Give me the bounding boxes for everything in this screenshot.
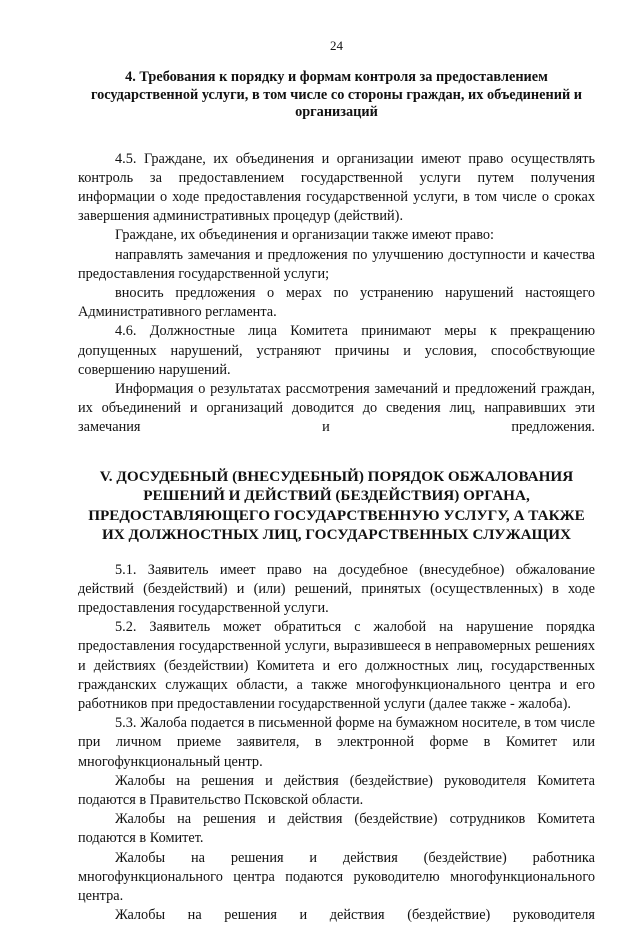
paragraph: Жалобы на решения и действия (бездействие) руководителя Комитета подаются в Правительство Псковской области.	[78, 772, 595, 808]
paragraph: Жалобы на решения и действия (бездействие) работника многофункционального центра подаются руководителю многофункционального центра.	[78, 849, 595, 904]
paragraph: Информация о результатах рассмотрения замечаний и предложений граждан, их объединений и организаций доводится до сведения лиц, направивших эти замечания и предложения.	[78, 380, 595, 436]
section-4-body	[78, 150, 595, 438]
section-5-body	[78, 561, 595, 925]
section-4	[78, 69, 595, 438]
paragraph: 5.3. Жалоба подается в письменной форме на бумажном носителе, в том числе при личном приеме заявителя, в электронной форме в Комитет или многофункциональный центр.	[78, 715, 595, 770]
paragraph: 4.6. Должностные лица Комитета принимают меры к прекращению допущенных нарушений, устраняют причины и условия, способствующие совершению нарушений.	[78, 323, 595, 378]
paragraph: Жалобы на решения и действия (бездействие) сотрудников Комитета подаются в Комитет.	[78, 811, 595, 847]
paragraph: вносить предложения о мерах по устранению нарушений настоящего Административного регламента.	[78, 284, 595, 321]
paragraph: 4.5. Граждане, их объединения и организации имеют право осуществлять контроль за предоставлением государственной услуги путем получения информации о ходе предоставления государственной услуги, в том числе о сроках завершения административных процедур (действий).	[78, 150, 595, 225]
document-page	[78, 38, 595, 925]
section-4-heading: 4. Требования к порядку и формам контроля за предоставлением государственной услуги, в том числе со стороны граждан, их объединений и организаций	[90, 69, 583, 120]
paragraph: направлять замечания и предложения по улучшению доступности и качества предоставления государственной услуги;	[78, 246, 595, 282]
page-number: 24	[330, 38, 343, 53]
paragraph: Граждане, их объединения и организации также имеют право:	[115, 227, 495, 244]
section-5-heading: V. ДОСУДЕБНЫЙ (ВНЕСУДЕБНЫЙ) ПОРЯДОК ОБЖАЛОВАНИЯ РЕШЕНИЙ И ДЕЙСТВИЙ (БЕЗДЕЙСТВИЯ) ОРГАНА, ПРЕДОСТАВЛЯЮЩЕГО ГОСУДАРСТВЕННУЮ УСЛУГУ, А ТАКЖЕ ИХ ДОЛЖНОСТНЫХ ЛИЦ, ГОСУДАРСТВЕННЫХ СЛУЖАЩИХ	[88, 467, 585, 544]
section-5	[78, 467, 595, 925]
paragraph: 5.2. Заявитель может обратиться с жалобой на нарушение порядка предоставления государственной услуги, выразившееся в неправомерных решениях и действиях (бездействии) Комитета и его должностных лиц, государственных гражданских служащих области, а также многофункционального центра и его работников при предоставлении государственной услуги (далее также - жалоба).	[78, 619, 595, 712]
paragraph: 5.1. Заявитель имеет право на досудебное (внесудебное) обжалование действий (бездействий) и (или) решений, принятых (осуществленных) в ходе предоставления государственной услуги.	[78, 561, 595, 616]
paragraph: Жалобы на решения и действия (бездействие) руководителя	[115, 907, 595, 924]
